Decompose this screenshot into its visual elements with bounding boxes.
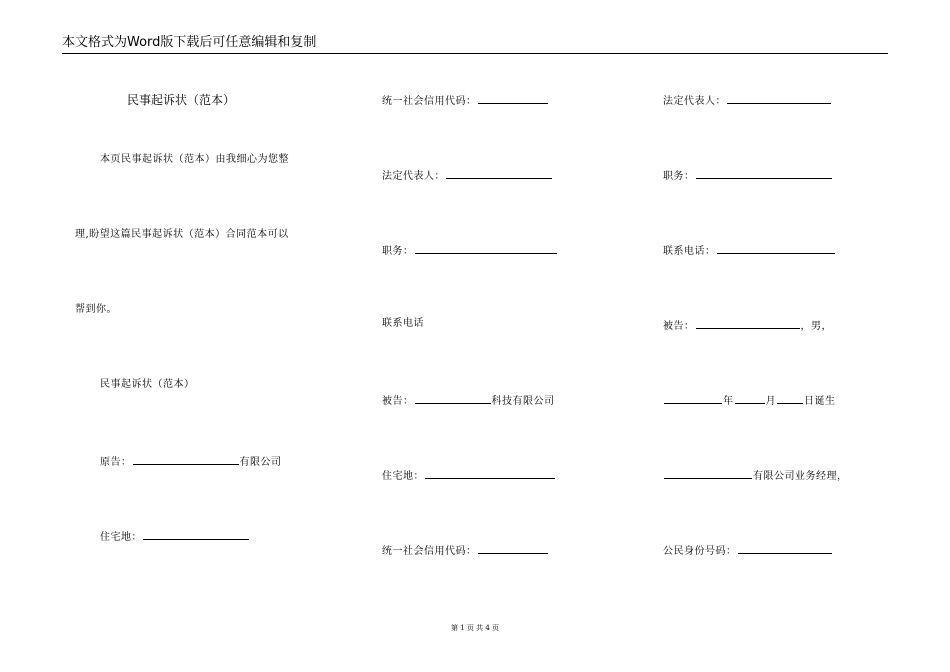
position-label-2: 职务： <box>663 171 695 182</box>
birth-day-label: 日诞生 <box>804 396 836 407</box>
defendant-address-label: 住宅地： <box>382 471 424 482</box>
birth-day-field[interactable] <box>777 392 803 404</box>
manager-line <box>663 467 848 484</box>
position-field-2[interactable] <box>696 167 832 179</box>
credit-code-line-2 <box>382 542 549 559</box>
plaintiff-line <box>100 453 282 470</box>
address-label: 住宅地： <box>100 532 142 543</box>
birth-month-field[interactable] <box>735 392 765 404</box>
defendant-address-field[interactable] <box>425 467 555 479</box>
legal-rep-label-2: 法定代表人： <box>663 96 726 107</box>
credit-code-field[interactable] <box>478 92 548 104</box>
plaintiff-suffix: 有限公司 <box>239 457 282 468</box>
legal-rep-field[interactable] <box>446 167 552 179</box>
position-label: 职务： <box>382 246 414 257</box>
defendant-line-2 <box>663 317 832 334</box>
manager-suffix: 有限公司业务经理， <box>753 471 848 482</box>
intro-line-1: 本页民事起诉状（范本）由我细心为您整 <box>100 154 289 165</box>
position-line <box>382 242 558 259</box>
plaintiff-address-field[interactable] <box>143 528 249 540</box>
header-text: 本文格式为Word版下载后可任意编辑和复制 <box>62 35 317 50</box>
defendant-name-field-2[interactable] <box>696 317 800 329</box>
phone-line-2 <box>663 242 836 259</box>
defendant-address-line <box>382 467 556 484</box>
defendant-label: 被告： <box>382 396 414 407</box>
legal-rep-line <box>382 167 553 184</box>
phone-line: 联系电话 <box>382 318 424 329</box>
plaintiff-label: 原告： <box>100 457 132 468</box>
credit-code-label-2: 统一社会信用代码： <box>382 546 477 557</box>
document-title: 民事起诉状（范本） <box>127 93 236 107</box>
position-field[interactable] <box>415 242 557 254</box>
credit-code-line <box>382 92 549 109</box>
legal-rep-label: 法定代表人： <box>382 171 445 182</box>
credit-code-field-2[interactable] <box>478 542 548 554</box>
legal-rep-field-2[interactable] <box>727 92 831 104</box>
subtitle: 民事起诉状（范本） <box>100 379 195 390</box>
plaintiff-address-line <box>100 528 250 545</box>
birth-year-label: 年 <box>723 396 734 407</box>
page-header <box>62 35 888 54</box>
birth-date-line <box>663 392 836 409</box>
id-number-field[interactable] <box>738 542 832 554</box>
page-number: 第 1 页 共 4 页 <box>450 624 500 632</box>
defendant-name-field[interactable] <box>415 392 491 404</box>
credit-code-label: 统一社会信用代码： <box>382 96 477 107</box>
plaintiff-name-field[interactable] <box>133 453 239 465</box>
position-line-2 <box>663 167 833 184</box>
phone-label-2: 联系电话： <box>663 246 716 257</box>
id-number-line <box>663 542 833 559</box>
intro-line-2: 理,盼望这篇民事起诉状（范本）合同范本可以 <box>75 229 289 240</box>
phone-field-2[interactable] <box>717 242 835 254</box>
id-number-label: 公民身份号码： <box>663 546 737 557</box>
defendant-suffix: 科技有限公司 <box>491 396 555 407</box>
company-field[interactable] <box>664 467 752 479</box>
defendant-label-2: 被告： <box>663 321 695 332</box>
defendant-line <box>382 392 555 409</box>
birth-year-field[interactable] <box>664 392 722 404</box>
intro-line-3: 帮到你。 <box>75 304 117 315</box>
legal-rep-line-2 <box>663 92 832 109</box>
defendant-gender: ，男， <box>800 321 832 332</box>
birth-month-label: 月 <box>765 396 776 407</box>
